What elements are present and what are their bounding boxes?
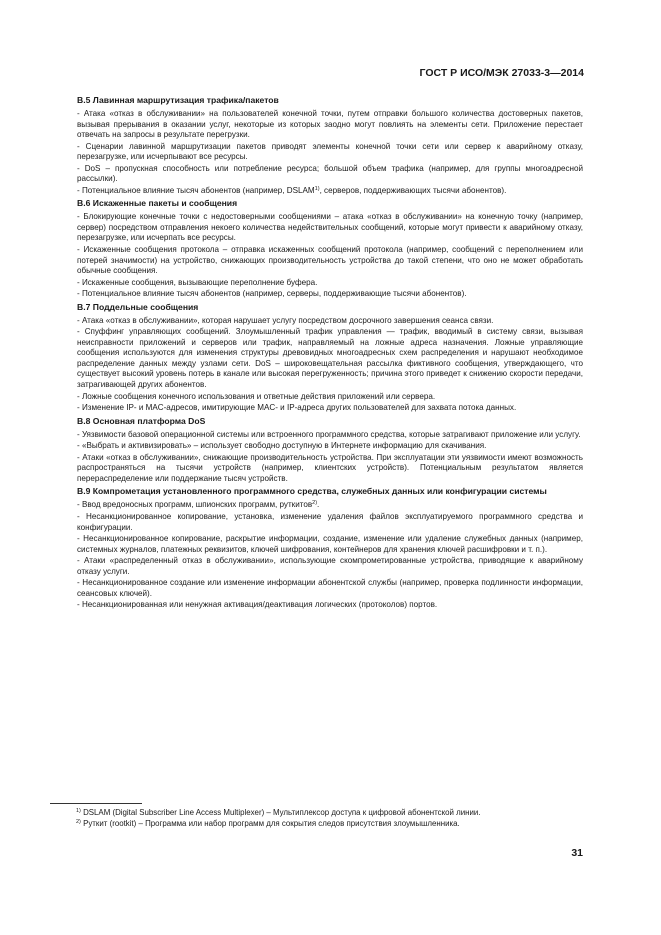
footnote: $^{1)}$ DSLAM (Digital Subscriber Line Access Multiplexer) – Мультиплексор доступа к цифровой абонентской линии. — [76, 808, 481, 817]
paragraph: - Ложные сообщения конечного использования и ответные действия приложений или сервера. — [77, 391, 436, 401]
footnote-marker: 2) — [76, 819, 81, 825]
page-number: 31 — [571, 847, 583, 859]
paragraph: - Изменение IP- и MAC-адресов, имитирующие MAC- и IP-адреса других пользователей для захвата потока данных. — [77, 403, 517, 413]
document-header: ГОСТ Р ИСО/МЭК 27033-3—2014 — [419, 67, 584, 79]
paragraph: - Потенциальное влияние тысяч абонентов (например, серверы, поддерживающие тысячи абонентов). — [77, 289, 467, 299]
paragraph: - Сценарии лавинной маршрутизации пакетов приводят элементы конечной точки сети или сервер к аварийному отказу, перезагрузке, или исчерпывают все ресурсы. — [77, 141, 583, 162]
paragraph: - Потенциальное влияние тысяч абонентов (например, DSLAM$^{1)}$, серверов, поддерживающих тысячи абонентов). — [77, 185, 507, 195]
paragraph: - Несанкционированное копирование, установка, изменение удаления файлов эксплуатируемого программного средства и конфигурации. — [77, 511, 583, 532]
section-title: В.5 Лавинная маршрутизация трафика/пакетов — [77, 95, 279, 105]
paragraph: - «Выбрать и активизировать» – использует свободно доступную в Интернете информацию для скачивания. — [77, 441, 487, 451]
paragraph: - Искаженные сообщения, вызывающие переполнение буфера. — [77, 277, 318, 287]
paragraph: - DoS – пропускная способность или потребление ресурса; большой объем трафика (например, для группы многоадресной рассылки). — [77, 163, 583, 184]
section-title: В.6 Искаженные пакеты и сообщения — [77, 198, 238, 209]
paragraph: - Атака «отказ в обслуживании» на пользователей конечной точки, путем отправки большого количества достоверных пакетов, вызывая прерывания в оказании услуг, некоторые из которых заодно могут повлиять на элементы сети. Приложение перестает отвечать на запросы в результате перегрузки. — [77, 109, 583, 140]
section-b9 — [77, 485, 583, 610]
footnote-marker: 1) — [76, 808, 81, 814]
paragraph: - Ввод вредоносных программ, шпионских программ, руткитов$^{2)}$. — [77, 500, 320, 510]
paragraph: - Несанкционированное копирование, раскрытие информации, создание, изменение или удаление служебных данных (например, системных журналов, платежных реквизитов, ключей шифрования, контейнеров для хранения ключей расшифровки и т. п.). — [77, 534, 583, 554]
section-title: В.8 Основная платформа DoS — [77, 415, 206, 426]
paragraph: - Блокирующие конечные точки с недостоверными сообщениями – атака «отказ в обслуживании» на конечную точку (например, сервер) посредством отправления некоего количества недействительных сообщений, которые могут привести к аварийному отказу, перезагрузке, или исчерпать все ресурсы. — [77, 212, 583, 243]
document-body — [77, 94, 583, 612]
section-b7 — [77, 301, 583, 414]
footnote-marker: 1) — [314, 185, 320, 192]
paragraph: - Уязвимости базовой операционной системы или встроенного программного средства, которые затрагивают приложение или услугу. — [77, 429, 581, 439]
section-b6 — [77, 197, 583, 299]
paragraph: - Спуффинг управляющих сообщений. Злоумышленный трафик управления — трафик, вводимый в систему связи, вызывая неисправности приложений и серверов или трафик, направляемый на ложные адреса назначения. Ложные управляющие сообщения используются для изменения структуры древовидных многоадресных схем распределения и нарушают необходимое распределение данных между узлами сети. DoS – широковещательная рассылка фиктивного сообщения, утверждающего, что существует высокий уровень потерь в канале или высокая перегруженность; причина этого приведет к снижению скорости передачи, затрагивающей других абонентов. — [77, 327, 583, 390]
footnote-divider — [50, 803, 142, 804]
paragraph: - Атаки «отказ в обслуживании», снижающие производительность устройства. При эксплуатации эти уязвимости имеют возможность распространяться на тысячи устройств (например, клиентских устройств). Потенциальным результатом является перераспределение или поддержание тысяч устройств. — [77, 452, 583, 483]
paragraph: - Несанкционированное создание или изменение информации абонентской службы (например, проверка подлинности информации, сеансовых ключей). — [77, 578, 583, 598]
paragraph: - Несанкционированная или ненужная активация/деактивация логических (протоколов) портов. — [77, 600, 438, 610]
paragraph: - Атака «отказ в обслуживании», которая нарушает услугу посредством досрочного завершения сеанса связи. — [77, 315, 494, 325]
section-title: В.9 Компрометация установленного программного средства, служебных данных или конфигурации системы — [77, 486, 547, 497]
section-b8 — [77, 415, 583, 485]
footnotes — [50, 807, 582, 829]
footnote-marker: 2) — [312, 500, 318, 507]
paragraph: - Искаженные сообщения протокола – отправка искаженных сообщений протокола (например, сообщений с переполнением или потерей значимости) на устройство, снижающих производительность устройства до такой степени, что оно не может обработать обычные сообщения. — [77, 245, 583, 276]
section-b5 — [77, 94, 583, 196]
section-title: В.7 Поддельные сообщения — [77, 301, 199, 312]
paragraph: - Атаки «распределенный отказ в обслуживании», использующие скомпрометированные устройства, приводящие к аварийному отказу услуги. — [77, 556, 583, 576]
footnote: $^{2)}$ Руткит (rootkit) – Программа или набор программ для сокрытия следов присутствия злоумышленника. — [76, 819, 460, 828]
